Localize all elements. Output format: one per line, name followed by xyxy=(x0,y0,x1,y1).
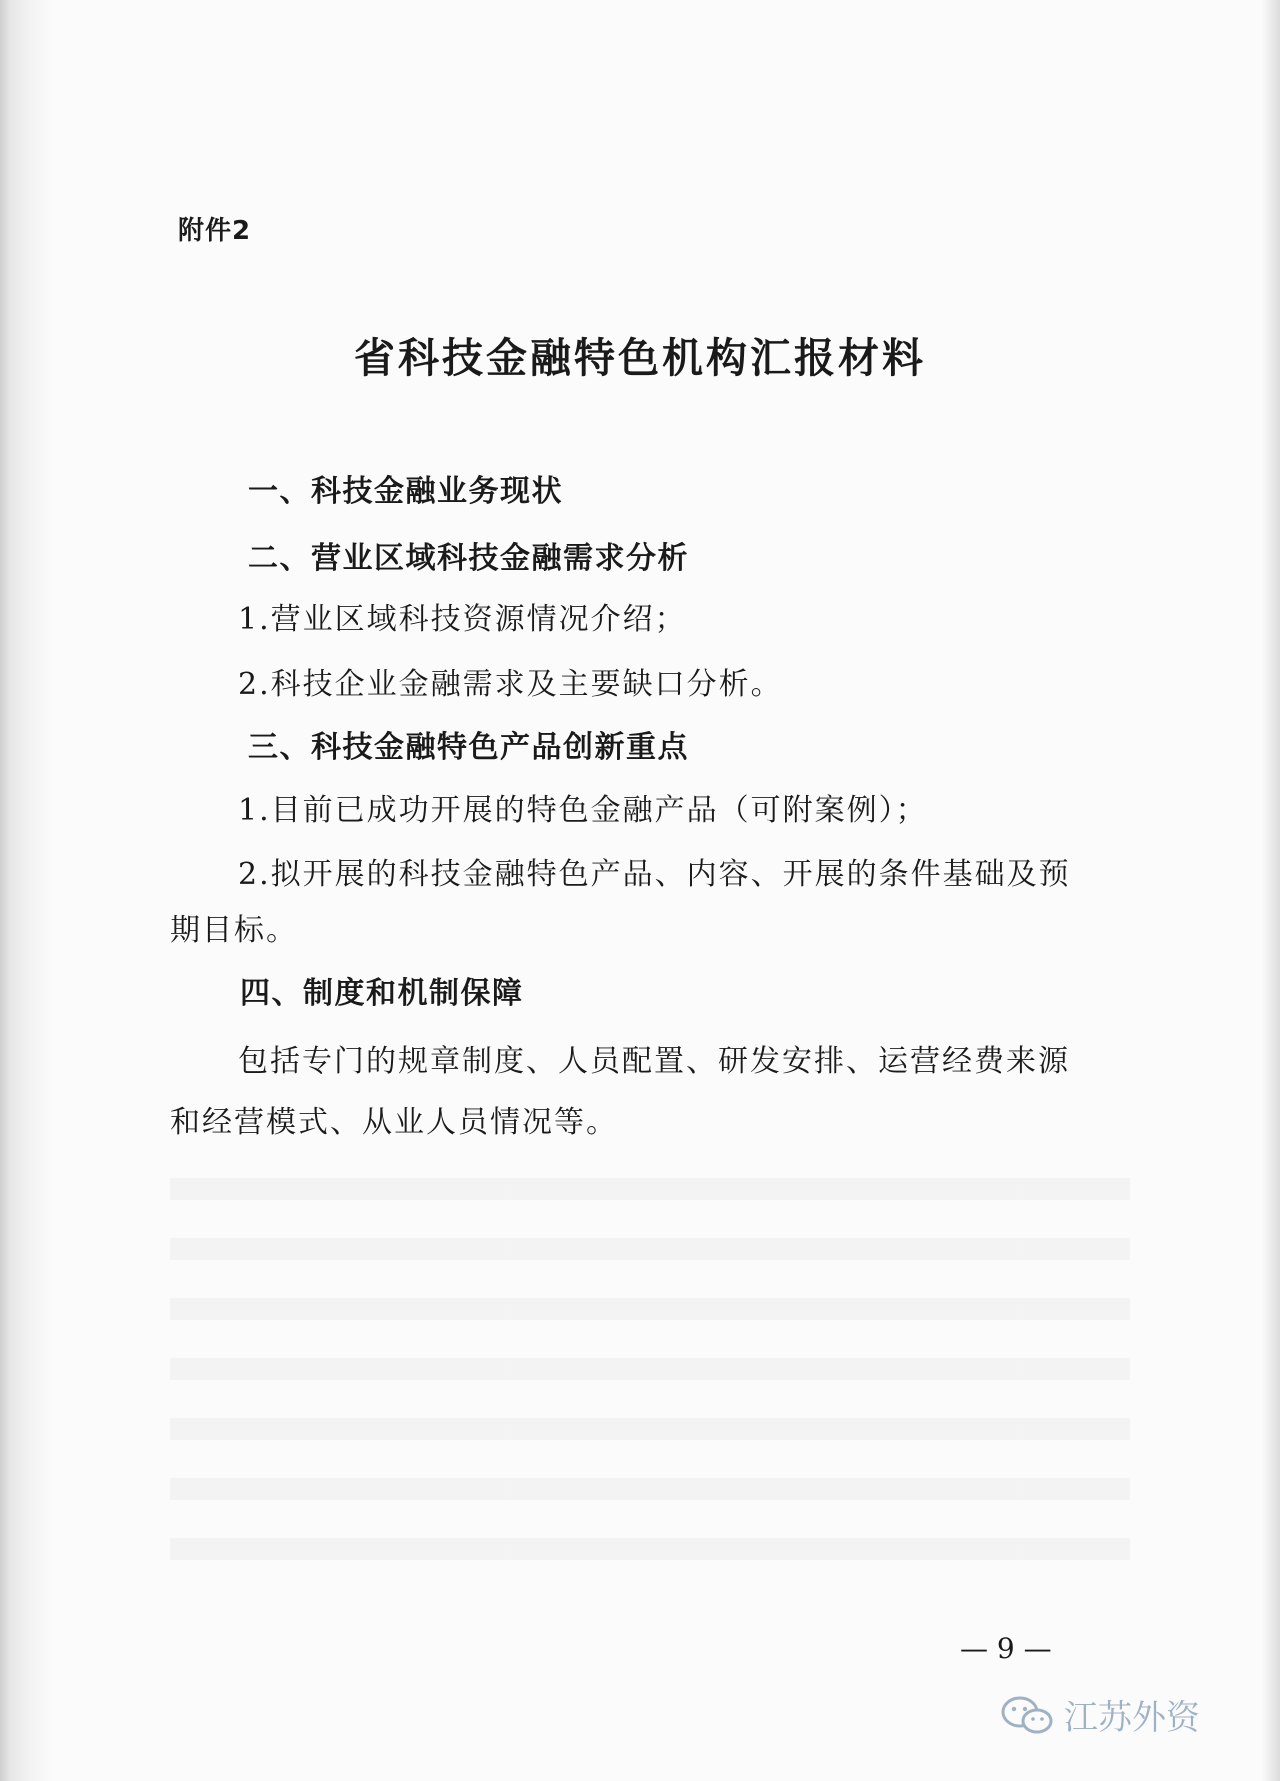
watermark xyxy=(1000,1690,1200,1739)
page-right-edge xyxy=(1262,0,1280,1781)
bleed-through-texture xyxy=(170,1140,1130,1560)
page-binding-edge xyxy=(0,0,52,1781)
body-line-3-2: 2.拟开展的科技金融特色产品、内容、开展的条件基础及预 xyxy=(238,857,1071,892)
document-title: 省科技金融特色机构汇报材料 xyxy=(354,334,926,382)
section-heading-2: 二、营业区域科技金融需求分析 xyxy=(248,541,689,576)
body-line-3-2-cont: 期目标。 xyxy=(170,913,298,948)
section-heading-1: 一、科技金融业务现状 xyxy=(248,474,563,509)
wechat-icon xyxy=(1000,1695,1056,1735)
body-line-3-1: 1.目前已成功开展的特色金融产品（可附案例）； xyxy=(238,793,928,828)
page-number: — 9 — xyxy=(960,1632,1052,1665)
attachment-label: 附件2 xyxy=(178,216,252,246)
section-heading-3: 三、科技金融特色产品创新重点 xyxy=(248,730,689,765)
body-line-2-2: 2.科技企业金融需求及主要缺口分析。 xyxy=(238,667,783,702)
body-line-4-1: 包括专门的规章制度、人员配置、研发安排、运营经费来源 xyxy=(238,1044,1070,1079)
body-line-4-1-cont: 和经营模式、从业人员情况等。 xyxy=(170,1105,618,1140)
body-line-2-1: 1.营业区域科技资源情况介绍； xyxy=(238,602,687,637)
section-heading-4: 四、制度和机制保障 xyxy=(240,976,524,1011)
watermark-text: 江苏外资 xyxy=(1064,1698,1200,1738)
